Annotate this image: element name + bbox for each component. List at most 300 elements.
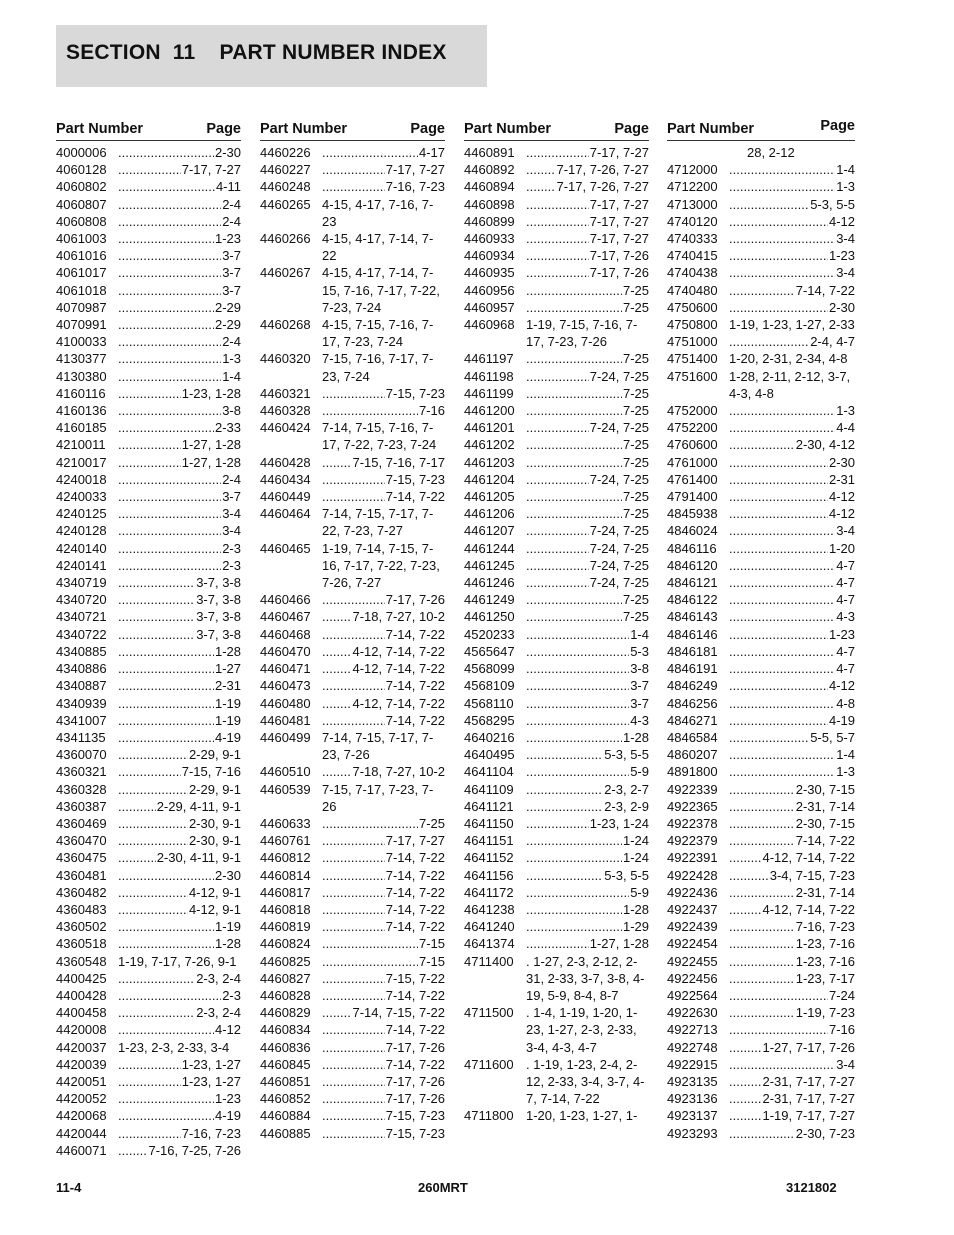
- dot-leader: [729, 901, 761, 918]
- page-references: 1-23, 1-24: [589, 815, 649, 831]
- dot-leader: [526, 660, 629, 677]
- dot-leader: [729, 987, 828, 1004]
- page-references: 7-24: [828, 987, 855, 1003]
- part-number: 4460428: [260, 454, 311, 470]
- dot-leader: [526, 918, 622, 935]
- part-number: 4460834: [260, 1022, 311, 1038]
- page-references: 3-8: [630, 661, 649, 677]
- page-references: 7-14, 7-15, 7-22: [352, 1005, 445, 1021]
- index-row: [56, 264, 241, 281]
- page-references: 7-25: [622, 454, 649, 470]
- index-row: [667, 402, 855, 419]
- part-number: 4360470: [56, 833, 107, 849]
- dot-leader: [729, 471, 828, 488]
- part-number: 4713000: [667, 196, 718, 212]
- part-number: 4461197: [464, 351, 514, 367]
- index-row: [260, 643, 445, 660]
- part-number: 4460267: [260, 265, 311, 281]
- index-row: [667, 712, 855, 729]
- page-references: 5-9: [630, 884, 649, 900]
- dot-leader: [322, 815, 418, 832]
- index-row: [464, 660, 649, 677]
- page-references: 7-14, 7-22: [385, 489, 445, 505]
- index-row: [464, 763, 649, 780]
- index-row: [56, 935, 241, 952]
- page-references: 7-15, 7-16: [181, 764, 241, 780]
- page-references: 5-3: [630, 643, 649, 659]
- page-references: 2-4: [222, 213, 241, 229]
- dot-leader: [118, 1125, 181, 1142]
- part-number: 4130380: [56, 368, 107, 384]
- index-column-1: [56, 118, 241, 1159]
- part-number: 4460466: [260, 592, 311, 608]
- index-row: [464, 436, 649, 453]
- part-number: 4460884: [260, 1108, 311, 1124]
- page-references: 2-30, 4-11, 9-1: [156, 850, 241, 866]
- index-row: [56, 608, 241, 625]
- index-row: [667, 505, 855, 522]
- part-number: 4060807: [56, 196, 107, 212]
- part-number: 4846143: [667, 609, 718, 625]
- page-references: 4-8: [836, 695, 855, 711]
- index-row: [56, 316, 241, 333]
- page-references: 7-17, 7-26: [589, 248, 649, 264]
- dot-leader: [118, 1142, 147, 1159]
- index-row: [56, 677, 241, 694]
- part-number: 4240128: [56, 523, 107, 539]
- part-number: 4711400: [464, 953, 514, 969]
- dot-leader: [118, 454, 181, 471]
- page-references: . 1-27, 2-3, 2-12, 2-31, 2-33, 3-7, 3-8, 4-19, 5-9, 8-4, 8-7: [526, 953, 645, 1003]
- part-number: 4460470: [260, 643, 311, 659]
- index-row: [56, 1090, 241, 1107]
- index-row: [260, 178, 445, 195]
- index-row: [260, 144, 445, 161]
- page-references: 7-15, 7-23: [385, 385, 445, 401]
- index-row: [667, 368, 855, 402]
- dot-leader: [118, 385, 181, 402]
- part-number: 4061003: [56, 231, 107, 247]
- page-references: 1-24: [622, 850, 649, 866]
- part-number: 4460851: [260, 1073, 311, 1089]
- index-row: [56, 247, 241, 264]
- part-number: 4846256: [667, 695, 718, 711]
- dot-leader: [729, 781, 795, 798]
- index-row: [56, 1056, 241, 1073]
- dot-leader: [118, 712, 214, 729]
- part-number: 4461244: [464, 540, 515, 556]
- part-number: 4460480: [260, 695, 311, 711]
- part-number: 4360518: [56, 936, 107, 952]
- page-references: 2-30, 4-12: [795, 437, 855, 453]
- dot-leader: [729, 178, 835, 195]
- page-references: 7-14, 7-22: [385, 867, 445, 883]
- part-number: 4240141: [56, 557, 107, 573]
- index-row: [56, 867, 241, 884]
- dot-leader: [526, 763, 629, 780]
- page-references: 1-23, 1-28: [181, 385, 241, 401]
- part-number: 4922436: [667, 884, 718, 900]
- dot-leader: [118, 350, 221, 367]
- index-row: [464, 471, 649, 488]
- column-body: [667, 141, 855, 1142]
- part-number: 4061016: [56, 248, 107, 264]
- part-number: 4340887: [56, 678, 107, 694]
- index-row: [464, 350, 649, 367]
- index-row: [260, 419, 445, 453]
- part-number: 4360321: [56, 764, 107, 780]
- index-row: [667, 144, 855, 161]
- index-row: [464, 178, 649, 195]
- index-row: [56, 746, 241, 763]
- part-number: 4641156: [464, 867, 514, 883]
- dot-leader: [729, 763, 835, 780]
- page-references: 3-7, 3-8: [196, 609, 241, 625]
- dot-leader: [118, 540, 221, 557]
- index-row: [464, 316, 649, 350]
- part-number: 4740333: [667, 231, 718, 247]
- page-references: 1-23, 7-17: [795, 970, 855, 986]
- page-references: 2-4, 4-7: [810, 334, 855, 350]
- dot-leader: [118, 1107, 214, 1124]
- part-number: 4460824: [260, 936, 311, 952]
- part-number: 4460934: [464, 248, 515, 264]
- page-references: 7-17, 7-26: [385, 1091, 445, 1107]
- index-row: [667, 230, 855, 247]
- index-row: [260, 505, 445, 539]
- page-references: 7-14, 7-22: [385, 987, 445, 1003]
- dot-leader: [526, 815, 589, 832]
- dot-leader: [526, 299, 622, 316]
- part-number: 4641374: [464, 936, 515, 952]
- part-number: 4922391: [667, 850, 718, 866]
- page-references: 2-31, 7-17, 7-27: [762, 1091, 855, 1107]
- page-references: 1-20, 1-23, 1-27, 1-: [526, 1108, 638, 1124]
- page-heading: Page: [410, 121, 445, 137]
- page-references: 1-23: [214, 231, 241, 247]
- index-row: [56, 660, 241, 677]
- dot-leader: [322, 763, 351, 780]
- page-references: 4-7: [836, 643, 855, 659]
- dot-leader: [729, 299, 828, 316]
- part-number: 4791400: [667, 489, 718, 505]
- page-references: 4-12, 7-14, 7-22: [762, 850, 855, 866]
- page-references: 4-15, 7-15, 7-16, 7-17, 7-23, 7-24: [322, 317, 434, 350]
- index-row: [260, 1090, 445, 1107]
- part-number: 4460892: [464, 162, 515, 178]
- index-row: [464, 832, 649, 849]
- page-references: 7-17, 7-27: [589, 231, 649, 247]
- page-references: 7-14, 7-22: [385, 884, 445, 900]
- part-number: 4461204: [464, 471, 515, 487]
- index-row: [667, 901, 855, 918]
- part-number: 4160136: [56, 403, 107, 419]
- part-number: 4922748: [667, 1039, 718, 1055]
- page-references: 7-15: [418, 953, 445, 969]
- index-row: [667, 282, 855, 299]
- dot-leader: [322, 832, 385, 849]
- dot-leader: [118, 798, 156, 815]
- part-number: 4340719: [56, 575, 107, 591]
- page-references: 5-3, 5-5: [604, 867, 649, 883]
- page-references: 7-16, 7-23: [795, 919, 855, 935]
- dot-leader: [729, 436, 795, 453]
- page-references: 4-12: [828, 678, 855, 694]
- index-row: [667, 1039, 855, 1056]
- dot-leader: [526, 471, 589, 488]
- part-number: 4460761: [260, 833, 311, 849]
- part-number: 4752000: [667, 403, 718, 419]
- index-row: [667, 884, 855, 901]
- page-references: 3-4: [836, 231, 855, 247]
- index-row: [260, 626, 445, 643]
- dot-leader: [526, 505, 622, 522]
- index-row: [260, 1039, 445, 1056]
- index-row: [464, 626, 649, 643]
- index-row: [667, 557, 855, 574]
- part-number: 4460424: [260, 420, 311, 436]
- part-number: 4922379: [667, 833, 718, 849]
- part-number: 4461250: [464, 609, 515, 625]
- page-references: 7-14, 7-15, 7-17, 7-22, 7-23, 7-27: [322, 506, 434, 539]
- index-row: [56, 282, 241, 299]
- page-references: 4-7: [836, 557, 855, 573]
- index-row: [464, 385, 649, 402]
- part-number: 4641150: [464, 815, 514, 831]
- dot-leader: [118, 522, 221, 539]
- index-row: [260, 608, 445, 625]
- page-references: 7-16: [418, 403, 445, 419]
- dot-leader: [322, 901, 385, 918]
- dot-leader: [526, 798, 603, 815]
- part-number: 4460434: [260, 471, 311, 487]
- page-references: 1-27, 1-28: [181, 454, 241, 470]
- index-row: [464, 230, 649, 247]
- part-number: 4460471: [260, 661, 311, 677]
- dot-leader: [118, 488, 221, 505]
- index-row: [56, 763, 241, 780]
- page-references: 1-23, 1-27: [181, 1056, 241, 1072]
- page-references: 2-29: [214, 299, 241, 315]
- part-number: 4360070: [56, 747, 107, 763]
- index-row: [260, 161, 445, 178]
- dot-leader: [322, 867, 385, 884]
- index-row: [56, 505, 241, 522]
- part-number: 4070991: [56, 317, 107, 333]
- column-body: [464, 141, 649, 1125]
- dot-leader: [118, 316, 214, 333]
- part-number: 4761400: [667, 471, 718, 487]
- index-row: [56, 781, 241, 798]
- dot-leader: [322, 1021, 385, 1038]
- part-number: 4922378: [667, 815, 718, 831]
- index-row: [464, 144, 649, 161]
- part-number: 4460891: [464, 145, 515, 160]
- index-row: [464, 695, 649, 712]
- dot-leader: [118, 815, 188, 832]
- dot-leader: [322, 1056, 385, 1073]
- index-row: [464, 608, 649, 625]
- dot-leader: [118, 746, 188, 763]
- page-references: 7-15, 7-23: [385, 1108, 445, 1124]
- part-number: 4641240: [464, 919, 515, 935]
- index-row: [667, 867, 855, 884]
- dot-leader: [526, 901, 622, 918]
- dot-leader: [729, 333, 809, 350]
- page-references: 4-12, 7-14, 7-22: [352, 695, 445, 711]
- page-references: 1-27, 1-28: [589, 936, 649, 952]
- dot-leader: [729, 729, 809, 746]
- page-references: 1-20, 2-31, 2-34, 4-8: [729, 351, 848, 367]
- part-number: 4760600: [667, 437, 718, 453]
- page-references: 1-19, 7-23: [795, 1005, 855, 1021]
- part-number: 4460071: [56, 1142, 107, 1158]
- page-references: 1-23, 2-3, 2-33, 3-4: [118, 1039, 230, 1055]
- part-number: 4922365: [667, 798, 718, 814]
- index-row: [260, 884, 445, 901]
- part-number: 4460465: [260, 540, 311, 556]
- dot-leader: [118, 402, 221, 419]
- index-row: [667, 626, 855, 643]
- index-row: [667, 316, 855, 333]
- page-references: 3-7, 3-8: [196, 575, 241, 591]
- index-row: [260, 987, 445, 1004]
- index-row: [464, 712, 649, 729]
- part-number: 4922339: [667, 781, 718, 797]
- page-references: 7-17, 7-27: [589, 213, 649, 229]
- part-number: 4712200: [667, 179, 718, 195]
- index-row: [56, 213, 241, 230]
- page-references: 3-7, 3-8: [196, 626, 241, 642]
- index-row: [56, 1004, 241, 1021]
- page-references: 4-17: [418, 145, 445, 160]
- index-row: [260, 781, 445, 815]
- index-row: [56, 953, 241, 970]
- index-row: [667, 815, 855, 832]
- part-number: 4461201: [464, 420, 515, 436]
- page-references: 3-8: [222, 403, 241, 419]
- dot-leader: [118, 471, 221, 488]
- page-references: 7-25: [622, 506, 649, 522]
- part-number: 4461245: [464, 557, 515, 573]
- dot-leader: [322, 402, 418, 419]
- dot-leader: [526, 402, 622, 419]
- index-row: [260, 540, 445, 592]
- page-references: 7-17, 7-26: [385, 592, 445, 608]
- index-row: [56, 901, 241, 918]
- page-references: 1-28: [214, 936, 241, 952]
- index-row: [56, 230, 241, 247]
- part-number: 4360502: [56, 919, 107, 935]
- index-row: [464, 368, 649, 385]
- index-row: [56, 1073, 241, 1090]
- page-references: 4-19: [214, 729, 241, 745]
- dot-leader: [118, 867, 214, 884]
- index-row: [260, 849, 445, 866]
- dot-leader: [322, 1125, 385, 1142]
- part-number: 4641151: [464, 833, 514, 849]
- page-references: 1-29: [622, 919, 649, 935]
- page-references: 1-4: [836, 747, 855, 763]
- index-row: [260, 316, 445, 350]
- dot-leader: [118, 763, 181, 780]
- page-references: 2-4: [222, 471, 241, 487]
- index-row: [464, 935, 649, 952]
- index-row: [464, 781, 649, 798]
- page-references: 7-25: [622, 385, 649, 401]
- dot-leader: [322, 1004, 351, 1021]
- part-number: 4340886: [56, 661, 107, 677]
- dot-leader: [526, 247, 589, 264]
- index-row: [667, 798, 855, 815]
- dot-leader: [729, 643, 835, 660]
- part-number: 4460825: [260, 953, 311, 969]
- dot-leader: [118, 884, 188, 901]
- dot-leader: [118, 935, 214, 952]
- page-references: 2-3, 2-4: [196, 1005, 241, 1021]
- index-row: [56, 1125, 241, 1142]
- index-row: [464, 918, 649, 935]
- index-row: [56, 918, 241, 935]
- part-number: 4565647: [464, 643, 515, 659]
- dot-leader: [526, 454, 622, 471]
- footer-model: 260MRT: [418, 1180, 468, 1195]
- page-references: 3-7: [222, 489, 241, 505]
- page-references: 7-14, 7-15, 7-16, 7-17, 7-22, 7-23, 7-24: [322, 420, 437, 453]
- dot-leader: [118, 299, 214, 316]
- dot-leader: [729, 1004, 795, 1021]
- part-number: 4923137: [667, 1108, 718, 1124]
- part-number: 4341135: [56, 729, 106, 745]
- page-references: 2-3: [222, 540, 241, 556]
- dot-leader: [118, 419, 214, 436]
- index-row: [56, 1107, 241, 1124]
- index-row: [260, 1004, 445, 1021]
- page-references: 4-12: [828, 213, 855, 229]
- index-row: [260, 454, 445, 471]
- dot-leader: [322, 1039, 385, 1056]
- index-row: [667, 333, 855, 350]
- part-number: 4460449: [260, 489, 311, 505]
- part-number: 4922713: [667, 1022, 718, 1038]
- dot-leader: [118, 213, 221, 230]
- part-number: 4460885: [260, 1125, 311, 1141]
- part-number-heading: Part Number: [260, 121, 348, 137]
- index-row: [56, 695, 241, 712]
- dot-leader: [118, 505, 221, 522]
- dot-leader: [729, 832, 795, 849]
- dot-leader: [526, 832, 622, 849]
- part-number: 4460320: [260, 351, 311, 367]
- dot-leader: [322, 643, 351, 660]
- part-number: 4420068: [56, 1108, 107, 1124]
- index-row: [56, 350, 241, 367]
- page-references: 7-25: [622, 403, 649, 419]
- dot-leader: [118, 832, 188, 849]
- part-number: 4846181: [667, 643, 718, 659]
- dot-leader: [526, 436, 622, 453]
- page-references: 4-15, 4-17, 7-14, 7-15, 7-16, 7-17, 7-22, 7-23, 7-24: [322, 265, 440, 315]
- index-row: [667, 1056, 855, 1073]
- dot-leader: [322, 712, 385, 729]
- dot-leader: [526, 574, 589, 591]
- page-references: 4-7: [836, 661, 855, 677]
- part-number: 4460328: [260, 403, 311, 419]
- dot-leader: [729, 161, 835, 178]
- dot-leader: [118, 178, 215, 195]
- index-row: [667, 1004, 855, 1021]
- index-row: [56, 798, 241, 815]
